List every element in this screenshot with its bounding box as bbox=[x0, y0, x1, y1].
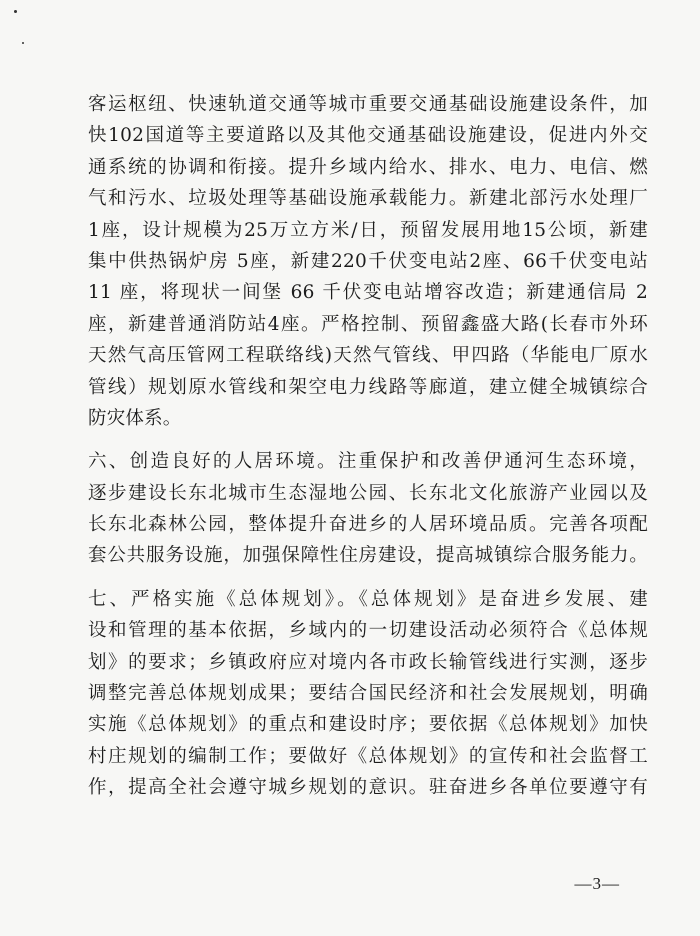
text-line: 天然气高压管网工程联络线)天然气管线、甲四路（华能电厂原水 bbox=[88, 345, 648, 367]
text-line: 实施《总体规划》的重点和建设时序；要依据《总体规划》加快 bbox=[88, 714, 648, 736]
text-line: 设和管理的基本依据，乡域内的一切建设活动必须符合《总体规 bbox=[88, 620, 648, 642]
text-line: 村庄规划的编制工作；要做好《总体规划》的宣传和社会监督工 bbox=[88, 745, 648, 767]
text-line: 防灾体系。 bbox=[88, 407, 182, 429]
paragraph-infrastructure bbox=[88, 89, 648, 434]
scan-speck bbox=[14, 10, 17, 13]
text-line: 座，新建普通消防站4座。严格控制、预留鑫盛大路(长春市外环 bbox=[88, 313, 648, 335]
text-line: 逐步建设长东北城市生态湿地公园、长东北文化旅游产业园以及 bbox=[88, 482, 648, 504]
text-line: 快102国道等主要道路以及其他交通基础设施建设，促进内外交 bbox=[88, 125, 648, 147]
text-line: 1座，设计规模为25万立方米/日，预留发展用地15公顷，新建 bbox=[88, 219, 648, 241]
document-body bbox=[88, 89, 648, 804]
text-line: 管线）规划原水管线和架空电力线路等廊道，建立健全城镇综合 bbox=[88, 376, 648, 398]
text-line: 11 座，将现状一间堡 66 千伏变电站增容改造；新建通信局 2 bbox=[88, 282, 648, 304]
text-line: 气和污水、垃圾处理等基础设施承载能力。新建北部污水处理厂 bbox=[88, 188, 648, 210]
text-line: 长东北森林公园，整体提升奋进乡的人居环境品质。完善各项配 bbox=[88, 514, 648, 536]
paragraph-living-environment bbox=[88, 446, 648, 572]
text-line: 调整完善总体规划成果；要结合国民经济和社会发展规划，明确 bbox=[88, 683, 648, 705]
paragraph-implement-plan bbox=[88, 584, 648, 804]
page-number: —3— bbox=[574, 874, 620, 893]
text-line: 七、严格实施《总体规划》。《总体规划》是奋进乡发展、建 bbox=[88, 588, 648, 610]
text-line: 客运枢纽、快速轨道交通等城市重要交通基础设施建设条件，加 bbox=[88, 94, 648, 115]
text-line: 集中供热锅炉房 5座，新建220千伏变电站2座、66千伏变电站 bbox=[88, 250, 648, 272]
scan-speck bbox=[22, 42, 24, 44]
text-line: 作，提高全社会遵守城乡规划的意识。驻奋进乡各单位要遵守有 bbox=[88, 777, 648, 799]
text-line: 六、创造良好的人居环境。注重保护和改善伊通河生态环境， bbox=[88, 451, 648, 473]
text-line: 套公共服务设施，加强保障性住房建设，提高城镇综合服务能力。 bbox=[88, 545, 648, 567]
text-line: 划》的要求；乡镇政府应对境内各市政长输管线进行实测，逐步 bbox=[88, 651, 648, 673]
text-line: 通系统的协调和衔接。提升乡域内给水、排水、电力、电信、燃 bbox=[88, 156, 648, 178]
